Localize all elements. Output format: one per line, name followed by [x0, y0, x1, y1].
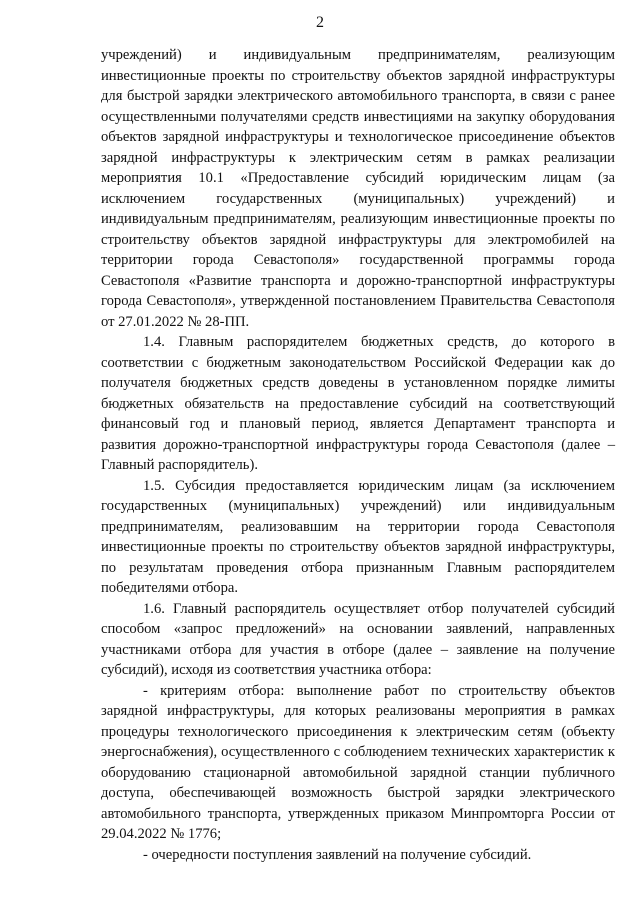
paragraph-1-6: 1.6. Главный распорядитель осуществляет отбор получателей субсидий способом «запрос предложений» на основании заявлений, направленных участниками отбора для участия в отборе (далее – заявление на получение субсидий), исходя из соответствия участника отбора:	[101, 600, 615, 678]
paragraph-continuation: учреждений) и индивидуальным предпринимателям, реализующим инвестиционные проекты по строительству объектов зарядной инфраструктуры для быстрой зарядки электрического автомобильного транспорта, в связи с ранее осуществленными получателями средств инвестициями на закупку оборудования объектов зарядной инфраструктуры и технологическое присоединение объектов зарядной инфраструктуры к электрическим сетям в рамках реализации мероприятия 10.1 «Предоставление субсидий юридическим лицам (за исключением государственных (муниципальных) учреждений) и индивидуальным предпринимателям, реализующим инвестиционные проекты по строительству объектов зарядной инфраструктуры для электромобилей на территории города Севастополя» государственной программы города Севастополя «Развитие транспорта и дорожно-транспортной инфраструктуры города Севастополя», утвержденной постановлением Правительства Севастополя от 27.01.2022 № 28-ПП.	[101, 47, 615, 330]
paragraph-criteria-item: - критериям отбора: выполнение работ по строительству объектов зарядной инфраструктуры, для которых реализованы мероприятия в рамках процедуры технологического присоединения к электрическим сетям (объекту энергоснабжения), осуществленного с соблюдением технических характеристик к оборудованию стационарной автомобильной зарядной станции публичного доступа, обеспечивающей возможность быстрой зарядки электрического автомобильного транспорта, утвержденных приказом Минпромторга России от 29.04.2022 № 1776;	[101, 682, 615, 842]
document-body	[101, 45, 615, 865]
paragraph-1-4: 1.4. Главным распорядителем бюджетных средств, до которого в соответствии с бюджетным законодательством Российской Федерации как до получателя бюджетных средств доведены в установленном порядке лимиты бюджетных обязательств на предоставление субсидий на соответствующий финансовый год и плановый период, является Департамент транспорта и развития дорожно-транспортной инфраструктуры города Севастополя (далее – Главный распорядитель).	[101, 334, 615, 473]
paragraph-order-item: - очередности поступления заявлений на получение субсидий.	[143, 846, 532, 863]
paragraph-1-5: 1.5. Субсидия предоставляется юридическим лицам (за исключением государственных (муниципальных) учреждений) или индивидуальным предпринимателям, реализовавшим на территории города Севастополя инвестиционные проекты по строительству объектов зарядной инфраструктуры, по результатам проведения отбора признанным Главным распорядителем победителями отбора.	[101, 477, 615, 596]
page-number: 2	[316, 14, 324, 31]
